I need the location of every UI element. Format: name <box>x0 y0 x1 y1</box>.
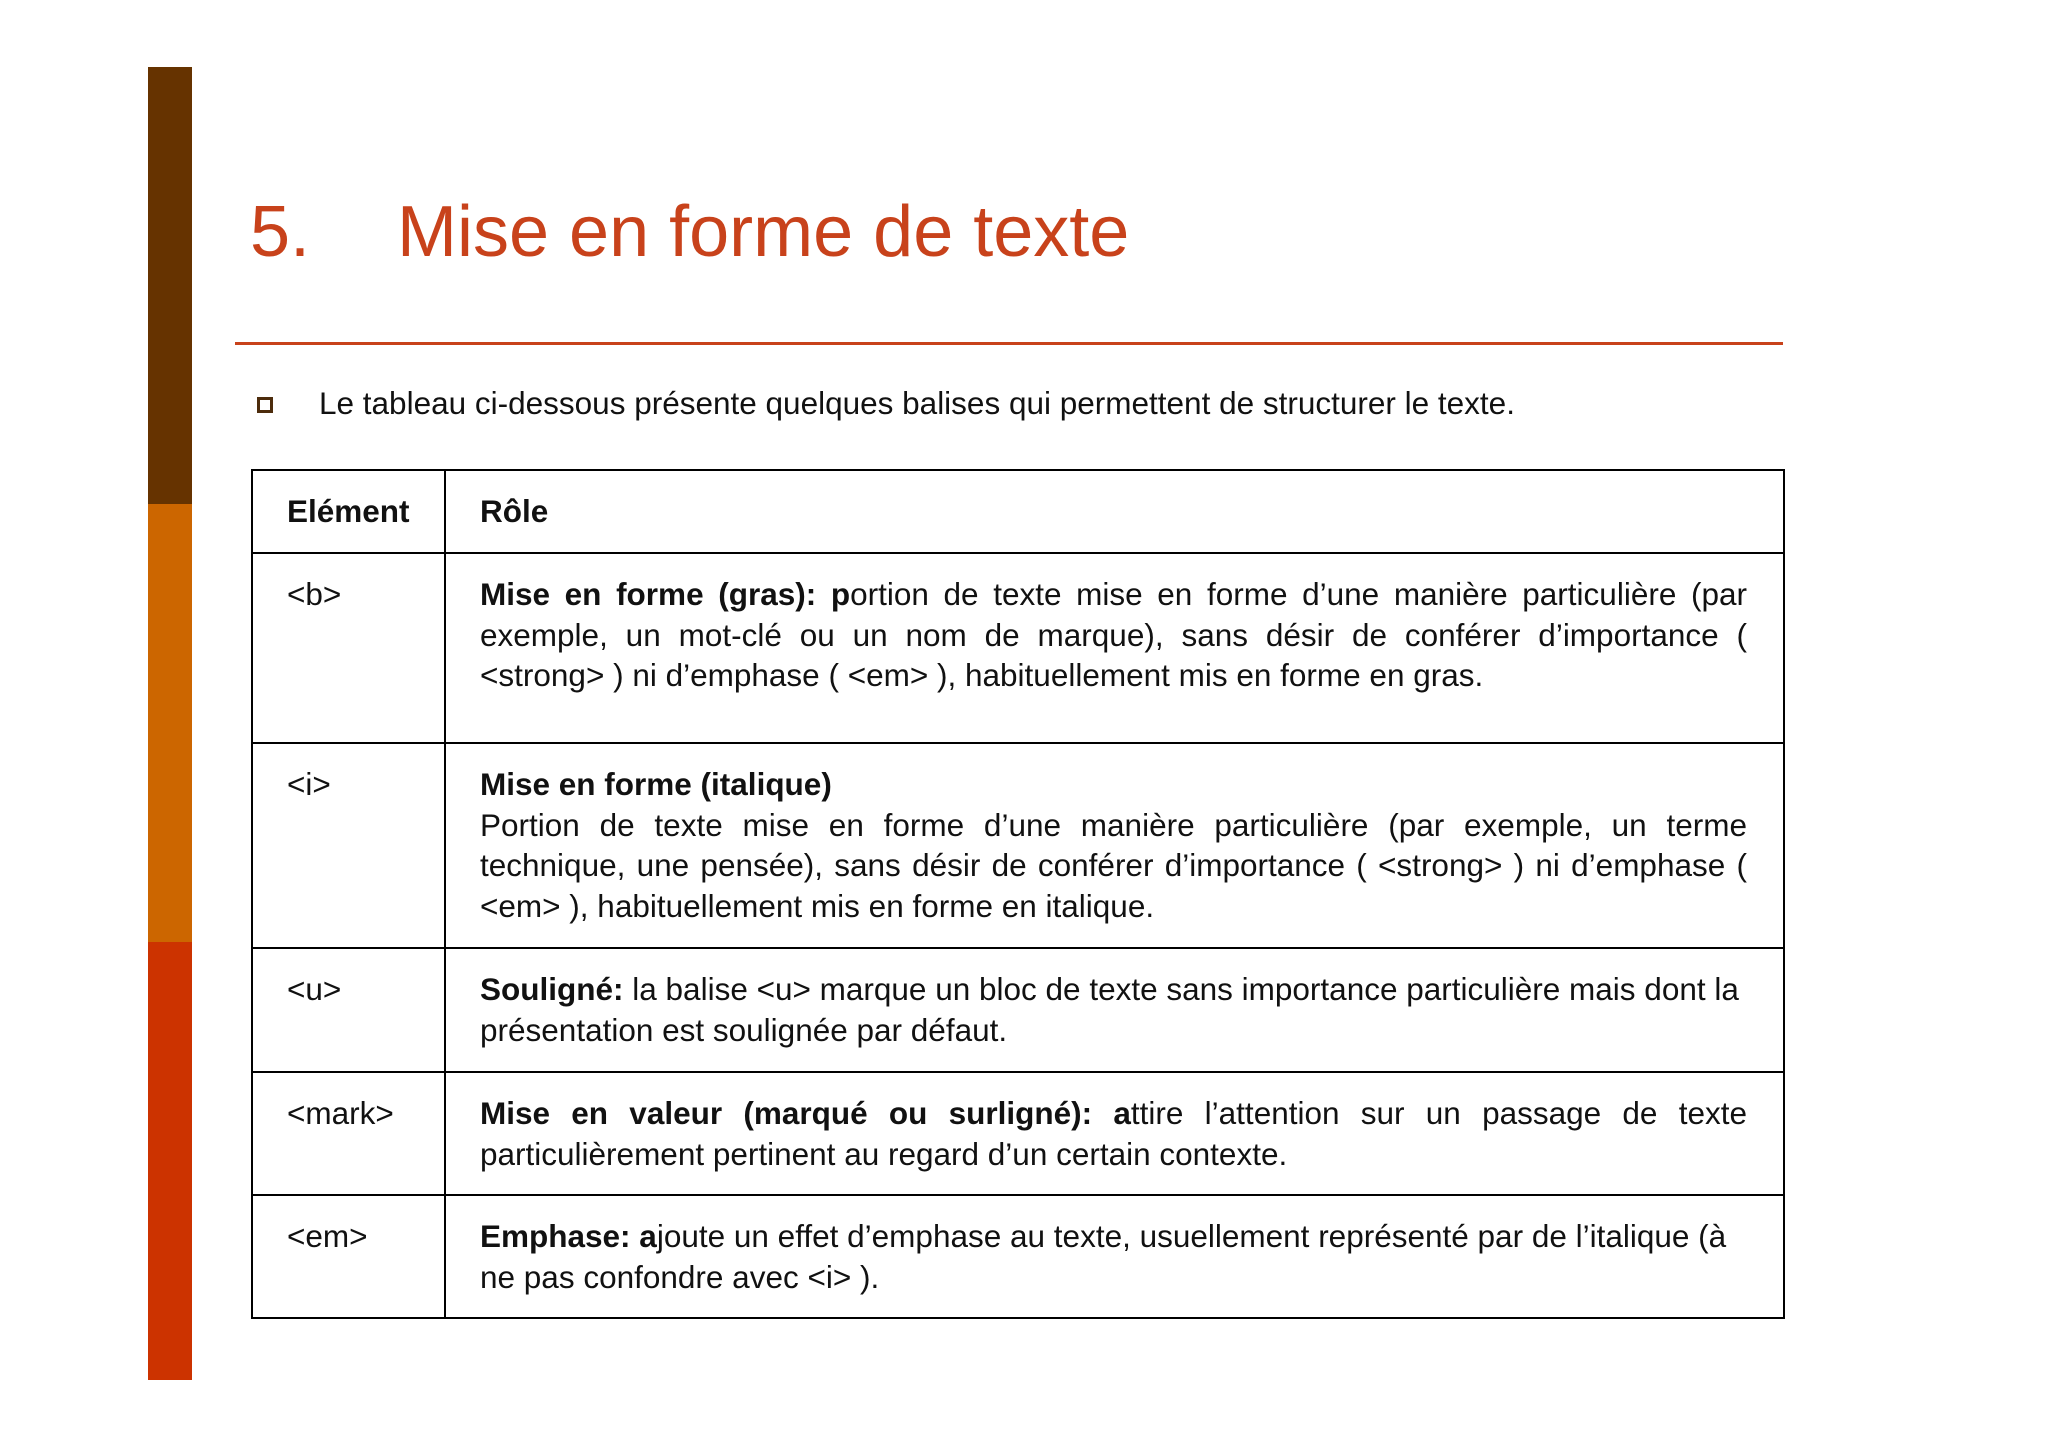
intro-text: Le tableau ci-dessous présente quelques balises qui permettent de structurer le texte. <box>319 385 1515 421</box>
table-row <box>252 743 1784 948</box>
header-role: Rôle <box>445 470 1784 553</box>
role-label: Emphase: a <box>480 1218 657 1254</box>
element-cell: <mark> <box>252 1072 445 1195</box>
accent-bar-middle <box>148 504 192 942</box>
title-rule <box>235 342 1783 345</box>
role-cell <box>445 948 1784 1072</box>
table-header-row <box>252 470 1784 553</box>
role-description: Portion de texte mise en forme d’une manière particulière (par exemple, un terme technique, une pensée), sans désir de conférer d’importance ( <strong> ) ni d’emphase ( <em> ), habituellement mis en forme en italique. <box>480 806 1747 924</box>
role-cell <box>445 1195 1784 1318</box>
element-cell: <em> <box>252 1195 445 1318</box>
role-cell <box>445 553 1784 743</box>
table-row <box>252 1072 1784 1195</box>
role-description: la balise <u> marque un bloc de texte sans importance particulière mais dont la présentation est soulignée par défaut. <box>480 971 1739 1048</box>
role-cell <box>445 1072 1784 1195</box>
role-label: Souligné: <box>480 971 624 1007</box>
element-cell: <b> <box>252 553 445 743</box>
accent-bar-top <box>148 67 192 504</box>
accent-bar-bottom <box>148 942 192 1380</box>
role-description: ortion de texte mise en forme d’une manière particulière (par exemple, un mot-clé ou un nom de marque), sans désir de conférer d’importance ( <strong> ) ni d’emphase ( <em> ), habituellement mis en forme en gras. <box>480 576 1747 693</box>
element-cell: <i> <box>252 743 445 948</box>
header-element: Elément <box>252 470 445 553</box>
role-cell <box>445 743 1784 948</box>
hollow-square-bullet-icon <box>257 397 273 413</box>
role-label: Mise en forme (italique) <box>480 766 832 802</box>
table-row <box>252 1195 1784 1318</box>
page-title <box>250 192 1130 272</box>
table-row <box>252 553 1784 743</box>
role-description: ttire l’attention sur un passage de texte particulièrement pertinent au regard d’un certain contexte. <box>480 1095 1747 1172</box>
html-tags-table <box>251 469 1785 1319</box>
role-label: Mise en valeur (marqué ou surligné): a <box>480 1095 1131 1131</box>
element-cell: <u> <box>252 948 445 1072</box>
role-description: joute un effet d’emphase au texte, usuellement représenté par de l’italique (à ne pas confondre avec <i> ). <box>480 1218 1727 1295</box>
title-text: Mise en forme de texte <box>397 192 1130 272</box>
role-label: Mise en forme (gras): p <box>480 576 851 612</box>
section-number: 5. <box>250 192 311 272</box>
table-row <box>252 948 1784 1072</box>
